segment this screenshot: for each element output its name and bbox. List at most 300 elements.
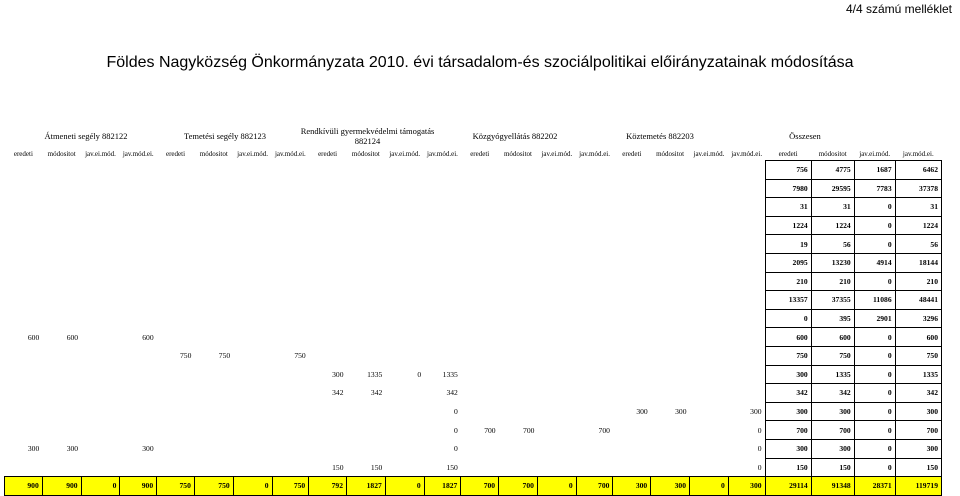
subheader-cell: jav.ei.mód. [85, 150, 116, 159]
table-cell [194, 179, 233, 198]
total-cell: 1224 [811, 216, 854, 235]
table-cell [81, 272, 120, 291]
total-cell: 0 [854, 346, 895, 365]
table-cell: 300 [750, 407, 762, 417]
table-cell [576, 291, 613, 310]
table-cell [690, 458, 729, 477]
total-cell: 37378 [895, 179, 941, 198]
table-cell [461, 161, 499, 180]
table-cell [651, 235, 690, 254]
table-cell [346, 291, 385, 310]
table-cell [728, 365, 765, 384]
table-cell [385, 179, 424, 198]
total-cell: 750 [811, 346, 854, 365]
table-cell [5, 253, 43, 272]
table-cell [613, 309, 651, 328]
table-cell [576, 235, 613, 254]
table-cell [272, 458, 309, 477]
table-cell [576, 253, 613, 272]
table-cell [651, 458, 690, 477]
table-cell [576, 346, 613, 365]
table-cell [157, 179, 195, 198]
table-cell [346, 216, 385, 235]
table-cell [651, 272, 690, 291]
subheader-cell: jav.mód.ei. [902, 150, 934, 158]
table-cell: 300 [27, 444, 40, 454]
table-cell [461, 291, 499, 310]
table-cell [385, 384, 424, 403]
grand-total-row [5, 477, 942, 496]
table-cell [651, 291, 690, 310]
table-cell: 300 [636, 407, 648, 417]
table-cell [272, 161, 309, 180]
table-cell [690, 421, 729, 440]
table-cell [194, 402, 233, 421]
total-cell: 29595 [811, 179, 854, 198]
table-cell [690, 328, 729, 347]
table-row [5, 346, 942, 365]
table-cell [461, 179, 499, 198]
table-cell [461, 235, 499, 254]
total-cell: 4775 [811, 161, 854, 180]
table-cell [537, 346, 576, 365]
annex-label: 4/4 számú melléklet [845, 2, 952, 16]
table-cell [309, 291, 347, 310]
total-cell: 91348 [811, 477, 854, 496]
total-cell: 750 [895, 346, 941, 365]
table-cell: 342 [446, 388, 458, 398]
total-cell: 13230 [811, 253, 854, 272]
table-cell [194, 253, 233, 272]
table-cell [120, 384, 157, 403]
table-cell [346, 253, 385, 272]
total-cell: 31 [895, 198, 941, 217]
table-cell: 750 [272, 477, 309, 496]
table-cell [613, 291, 651, 310]
table-cell [194, 309, 233, 328]
table-cell [537, 328, 576, 347]
table-cell [194, 365, 233, 384]
table-cell [499, 291, 538, 310]
table-cell: 900 [120, 477, 157, 496]
table-cell [576, 439, 613, 458]
subheader-cell: jav.mód.ei. [274, 150, 306, 159]
table-cell [233, 253, 272, 272]
total-cell: 0 [854, 216, 895, 235]
table-cell [120, 402, 157, 421]
table-cell [728, 328, 765, 347]
table-cell [272, 309, 309, 328]
table-cell [194, 272, 233, 291]
table-row [5, 458, 942, 477]
table-cell [233, 291, 272, 310]
table-cell: 300 [728, 477, 765, 496]
table-cell [42, 198, 81, 217]
table-cell [651, 253, 690, 272]
table-cell [424, 253, 461, 272]
table-cell [613, 235, 651, 254]
table-cell [157, 235, 195, 254]
subheader-cell: jav.mód.ei. [731, 150, 763, 159]
table-cell [537, 198, 576, 217]
total-cell: 1335 [811, 365, 854, 384]
table-cell: 750 [194, 477, 233, 496]
table-cell [194, 458, 233, 477]
table-cell [81, 216, 120, 235]
subheader-cell: eredeti [13, 150, 33, 159]
table-cell [728, 179, 765, 198]
table-cell [194, 161, 233, 180]
table-cell [120, 272, 157, 291]
table-cell [233, 439, 272, 458]
table-cell [272, 328, 309, 347]
table-cell [537, 421, 576, 440]
table-cell [233, 384, 272, 403]
table-cell: 750 [157, 477, 195, 496]
subheader-cell: jav.mód.ei. [427, 150, 458, 159]
table-cell: 0 [757, 425, 762, 435]
table-cell [385, 291, 424, 310]
table-row [5, 384, 942, 403]
table-cell [651, 198, 690, 217]
table-cell: 1827 [346, 477, 385, 496]
table-cell [385, 235, 424, 254]
table-cell [42, 421, 81, 440]
table-cell [499, 216, 538, 235]
table-row [5, 402, 942, 421]
table-cell: 0 [757, 462, 762, 472]
table-cell [537, 161, 576, 180]
table-cell [157, 309, 195, 328]
table-cell [576, 402, 613, 421]
total-cell: 0 [854, 384, 895, 403]
group-header-kozgyogyellatas: Közgyógyellátás 882202 [472, 131, 558, 141]
table-cell: 0 [757, 444, 762, 454]
table-cell [346, 421, 385, 440]
table-cell [461, 439, 499, 458]
table-row [5, 421, 942, 440]
table-cell [651, 179, 690, 198]
subheader-cell: módositot [503, 150, 532, 159]
table-cell [272, 365, 309, 384]
table-cell [81, 365, 120, 384]
table-cell [461, 198, 499, 217]
table-cell: 0 [233, 477, 272, 496]
table-cell [461, 365, 499, 384]
table-cell [157, 421, 195, 440]
table-row [5, 272, 942, 291]
table-cell [120, 346, 157, 365]
table-cell [346, 179, 385, 198]
table-cell: 600 [27, 332, 40, 342]
table-cell [42, 272, 81, 291]
total-cell: 300 [765, 365, 811, 384]
table-row [5, 179, 942, 198]
table-cell [461, 458, 499, 477]
table-row [5, 365, 942, 384]
table-cell [157, 216, 195, 235]
table-cell [651, 384, 690, 403]
table-cell: 0 [81, 477, 120, 496]
total-cell: 37355 [811, 291, 854, 310]
table-cell [5, 458, 43, 477]
table-cell [385, 402, 424, 421]
table-cell [233, 309, 272, 328]
table-cell [233, 365, 272, 384]
table-cell [346, 198, 385, 217]
total-cell: 600 [895, 328, 941, 347]
table-cell [728, 272, 765, 291]
table-cell [499, 272, 538, 291]
table-cell [42, 309, 81, 328]
table-cell [690, 291, 729, 310]
table-cell [651, 346, 690, 365]
subheader-cell: jav.mód.ei. [579, 150, 610, 159]
table-cell [613, 328, 651, 347]
table-cell [5, 216, 43, 235]
table-cell [5, 235, 43, 254]
table-cell [272, 402, 309, 421]
table-cell [576, 384, 613, 403]
table-cell [385, 346, 424, 365]
subheader-cell: eredeti [622, 150, 642, 159]
table-cell [233, 458, 272, 477]
table-cell [499, 439, 538, 458]
table-cell [651, 365, 690, 384]
table-cell: 792 [309, 477, 347, 496]
table-cell [613, 365, 651, 384]
total-cell: 0 [765, 309, 811, 328]
table-cell [499, 179, 538, 198]
total-cell: 0 [854, 365, 895, 384]
table-cell [537, 272, 576, 291]
table-cell [424, 272, 461, 291]
table-cell [728, 346, 765, 365]
table-cell [537, 291, 576, 310]
table-cell [5, 161, 43, 180]
table-cell [690, 346, 729, 365]
table-cell [157, 291, 195, 310]
table-cell [120, 309, 157, 328]
table-cell: 300 [142, 444, 154, 454]
table-cell [613, 421, 651, 440]
table-cell [233, 216, 272, 235]
total-cell: 4914 [854, 253, 895, 272]
table-cell [576, 179, 613, 198]
table-cell [272, 384, 309, 403]
table-cell [309, 253, 347, 272]
total-cell: 210 [811, 272, 854, 291]
table-cell [613, 458, 651, 477]
table-cell [42, 384, 81, 403]
table-cell [690, 179, 729, 198]
table-cell [346, 439, 385, 458]
table-cell [576, 161, 613, 180]
table-cell [81, 179, 120, 198]
table-cell [346, 328, 385, 347]
table-cell: 300 [332, 369, 344, 379]
table-cell [157, 365, 195, 384]
table-cell [309, 439, 347, 458]
table-cell [613, 346, 651, 365]
group-header-atmeneti-segely: Átmeneti segély 882122 [44, 131, 128, 141]
table-cell [728, 235, 765, 254]
table-cell: 600 [142, 332, 154, 342]
table-cell [461, 402, 499, 421]
table-cell: 300 [675, 407, 687, 417]
subheader-cell: jav.ei.mód. [859, 150, 891, 158]
table-cell: 0 [537, 477, 576, 496]
table-cell [385, 328, 424, 347]
table-cell [424, 216, 461, 235]
total-cell: 210 [765, 272, 811, 291]
table-cell [385, 458, 424, 477]
table-cell [272, 179, 309, 198]
table-cell [309, 216, 347, 235]
table-cell [499, 328, 538, 347]
table-cell [233, 328, 272, 347]
table-cell [499, 309, 538, 328]
total-cell: 700 [811, 421, 854, 440]
table-cell [424, 328, 461, 347]
subheader-cell: módositot [656, 150, 685, 159]
table-cell [81, 198, 120, 217]
table-row [5, 198, 942, 217]
table-cell [120, 161, 157, 180]
table-cell [537, 309, 576, 328]
table-cell [499, 384, 538, 403]
total-cell: 150 [895, 458, 941, 477]
table-cell [42, 346, 81, 365]
table-cell [346, 272, 385, 291]
subheader-cell: módositot [351, 150, 380, 159]
total-cell: 300 [765, 402, 811, 421]
table-cell [576, 328, 613, 347]
table-cell [728, 161, 765, 180]
table-cell [461, 384, 499, 403]
table-cell: 700 [576, 477, 613, 496]
table-cell [461, 328, 499, 347]
table-cell [120, 458, 157, 477]
table-cell: 342 [332, 388, 344, 398]
total-cell: 700 [895, 421, 941, 440]
table-cell [233, 346, 272, 365]
table-cell [613, 439, 651, 458]
total-cell: 210 [895, 272, 941, 291]
table-cell [5, 309, 43, 328]
table-cell [499, 253, 538, 272]
total-cell: 1687 [854, 161, 895, 180]
table-row [5, 328, 942, 347]
table-cell [81, 328, 120, 347]
table-row [5, 216, 942, 235]
table-cell [613, 198, 651, 217]
total-cell: 300 [811, 439, 854, 458]
table-cell [690, 402, 729, 421]
table-cell: 0 [454, 407, 458, 417]
table-cell: 700 [484, 425, 496, 435]
subheader-cell: eredeti [470, 150, 490, 159]
table-cell [385, 272, 424, 291]
table-cell [385, 161, 424, 180]
table-cell [346, 235, 385, 254]
table-cell [424, 179, 461, 198]
table-cell [576, 309, 613, 328]
table-cell [42, 216, 81, 235]
total-cell: 1224 [895, 216, 941, 235]
table-cell: 600 [66, 332, 79, 342]
table-cell [537, 216, 576, 235]
table-cell [81, 402, 120, 421]
table-cell: 700 [461, 477, 499, 496]
total-cell: 13357 [765, 291, 811, 310]
table-cell [120, 421, 157, 440]
table-cell [651, 216, 690, 235]
total-cell: 0 [854, 198, 895, 217]
table-cell [385, 253, 424, 272]
total-cell: 300 [811, 402, 854, 421]
table-cell [157, 253, 195, 272]
table-cell [5, 421, 43, 440]
table-cell [309, 235, 347, 254]
table-cell [120, 253, 157, 272]
total-cell: 48441 [895, 291, 941, 310]
total-cell: 0 [854, 402, 895, 421]
subheader-cell: eredeti [778, 150, 798, 158]
table-cell [233, 161, 272, 180]
table-cell [461, 216, 499, 235]
table-cell [5, 291, 43, 310]
total-cell: 29114 [765, 477, 811, 496]
table-cell [499, 458, 538, 477]
table-cell [5, 365, 43, 384]
table-cell [81, 384, 120, 403]
table-cell [461, 309, 499, 328]
table-cell [157, 458, 195, 477]
table-cell [651, 309, 690, 328]
table-cell [5, 402, 43, 421]
table-cell [81, 253, 120, 272]
table-cell [5, 179, 43, 198]
table-cell [690, 253, 729, 272]
table-cell: 0 [454, 425, 458, 435]
subheader-cell: módositot [818, 150, 847, 158]
table-cell [728, 309, 765, 328]
total-cell: 2901 [854, 309, 895, 328]
table-cell [690, 198, 729, 217]
group-header-koztemetes: Köztemetés 882203 [626, 131, 694, 141]
table-row [5, 235, 942, 254]
table-cell [690, 235, 729, 254]
table-cell [309, 421, 347, 440]
total-cell: 342 [811, 384, 854, 403]
table-cell [120, 235, 157, 254]
total-cell: 0 [854, 272, 895, 291]
table-cell [81, 421, 120, 440]
table-cell [385, 216, 424, 235]
table-cell [613, 253, 651, 272]
table-cell [194, 439, 233, 458]
table-cell [42, 235, 81, 254]
table-cell [690, 309, 729, 328]
table-cell [461, 346, 499, 365]
table-cell [272, 235, 309, 254]
table-cell [42, 161, 81, 180]
table-cell [233, 421, 272, 440]
table-cell [728, 198, 765, 217]
table-cell [42, 179, 81, 198]
subheader-cell: módositot [47, 150, 76, 159]
